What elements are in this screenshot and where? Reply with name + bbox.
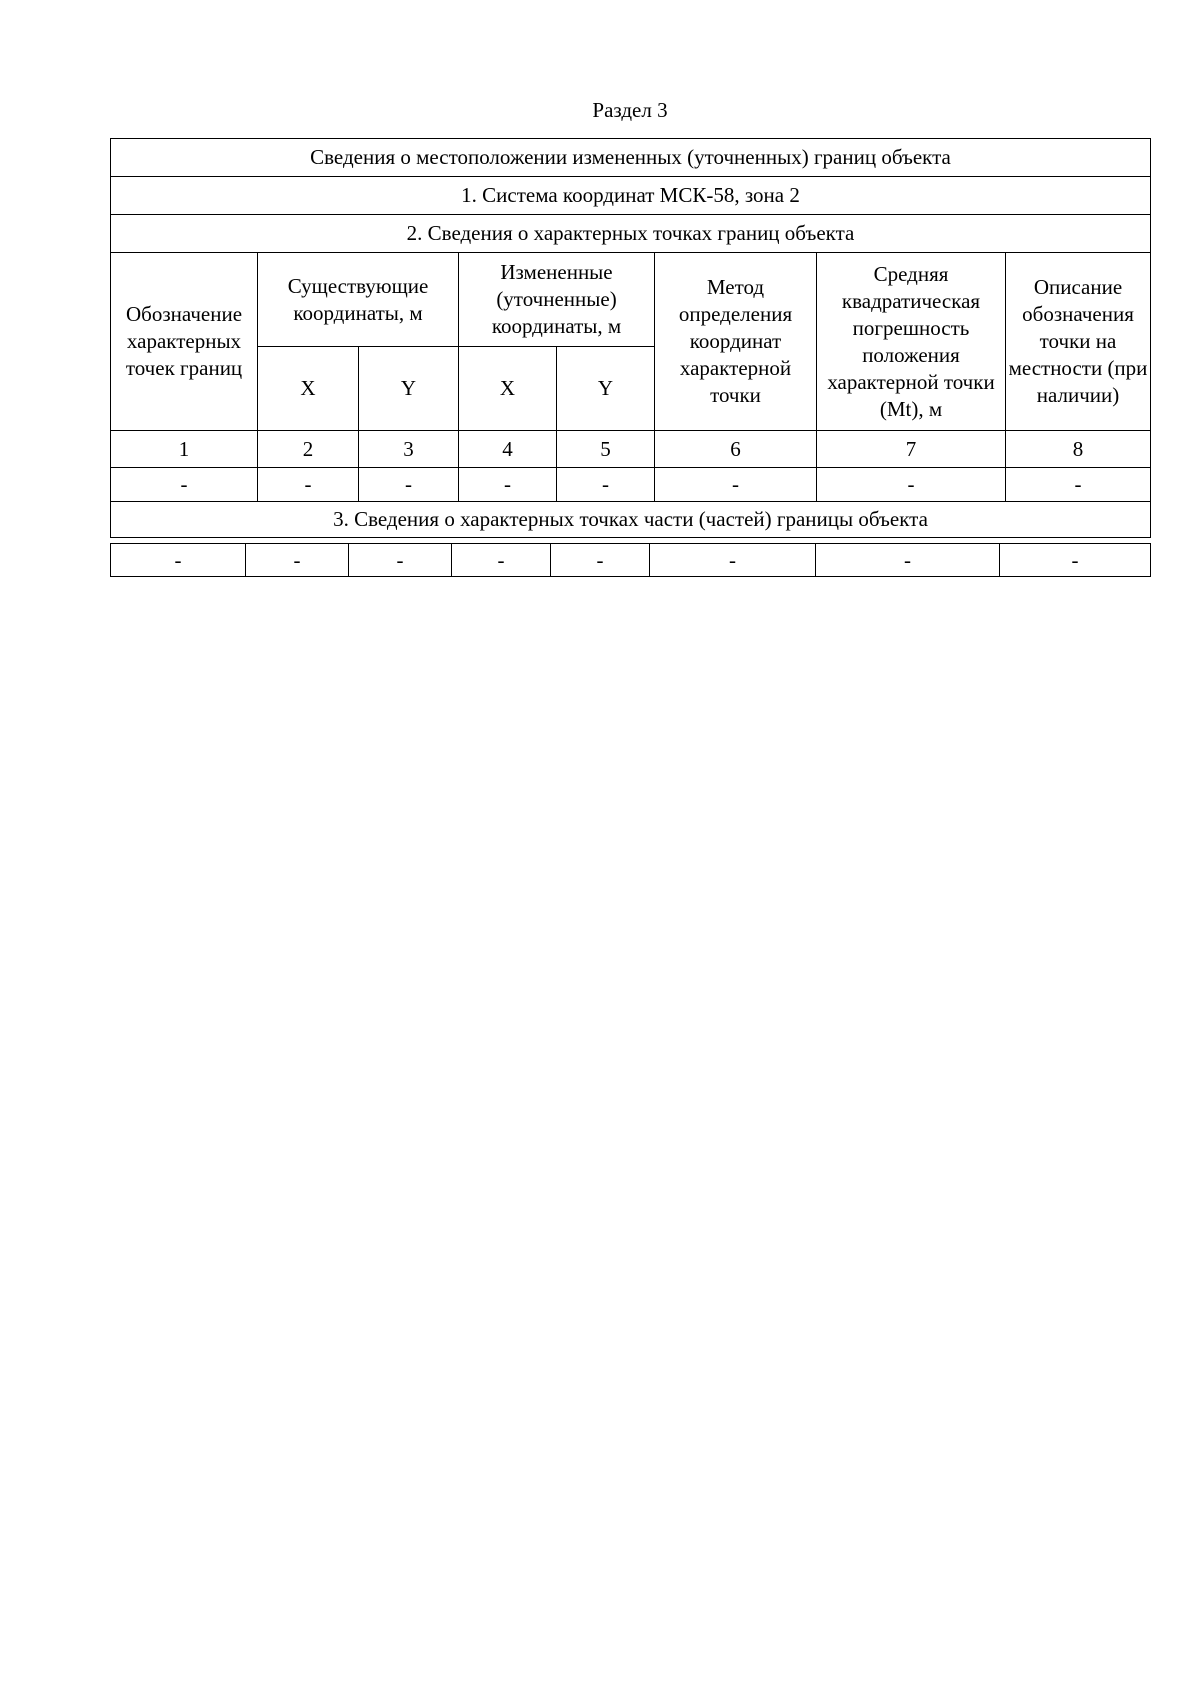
table-cell: - bbox=[452, 544, 551, 577]
header-y-existing: Y bbox=[359, 347, 459, 431]
header-existing-coords: Существующие координаты, м bbox=[258, 253, 459, 347]
table-row bbox=[111, 544, 1151, 577]
column-number: 5 bbox=[557, 431, 655, 468]
table-cell: - bbox=[258, 468, 359, 502]
table-cell: - bbox=[111, 544, 246, 577]
table-cell: - bbox=[817, 468, 1006, 502]
column-number: 4 bbox=[459, 431, 557, 468]
column-number: 7 bbox=[817, 431, 1006, 468]
header-description: Описание обозначения точки на местности (при наличии) bbox=[1006, 253, 1151, 431]
parts-heading: 3. Сведения о характерных точках части (частей) границы объекта bbox=[111, 502, 1151, 538]
table-cell: - bbox=[557, 468, 655, 502]
header-y-changed: Y bbox=[557, 347, 655, 431]
boundary-parts-table bbox=[110, 543, 1151, 577]
table-cell: - bbox=[1000, 544, 1151, 577]
column-number: 6 bbox=[655, 431, 817, 468]
table-cell: - bbox=[349, 544, 452, 577]
coordinate-system: 1. Система координат МСК-58, зона 2 bbox=[111, 177, 1151, 215]
header-x-changed: X bbox=[459, 347, 557, 431]
table-cell: - bbox=[459, 468, 557, 502]
section-title: Раздел 3 bbox=[592, 98, 668, 122]
column-number: 2 bbox=[258, 431, 359, 468]
table-row bbox=[111, 468, 1151, 502]
table-title: Сведения о местоположении измененных (уточненных) границ объекта bbox=[111, 139, 1151, 177]
header-designation: Обозначение характерных точек границ bbox=[111, 253, 258, 431]
header-error: Средняя квадратическая погрешность положения характерной точки (Mt), м bbox=[817, 253, 1006, 431]
boundary-points-table bbox=[110, 138, 1151, 538]
header-method: Метод определения координат характерной точки bbox=[655, 253, 817, 431]
points-heading: 2. Сведения о характерных точках границ объекта bbox=[111, 215, 1151, 253]
table-cell: - bbox=[111, 468, 258, 502]
table-cell: - bbox=[551, 544, 650, 577]
table-cell: - bbox=[816, 544, 1000, 577]
column-number: 3 bbox=[359, 431, 459, 468]
column-number: 1 bbox=[111, 431, 258, 468]
column-number: 8 bbox=[1006, 431, 1151, 468]
column-number-row bbox=[111, 431, 1151, 468]
header-x-existing: X bbox=[258, 347, 359, 431]
header-changed-coords: Измененные (уточненные) координаты, м bbox=[459, 253, 655, 347]
table-cell: - bbox=[655, 468, 817, 502]
table-cell: - bbox=[359, 468, 459, 502]
table-cell: - bbox=[1006, 468, 1151, 502]
table-cell: - bbox=[650, 544, 816, 577]
table-cell: - bbox=[246, 544, 349, 577]
